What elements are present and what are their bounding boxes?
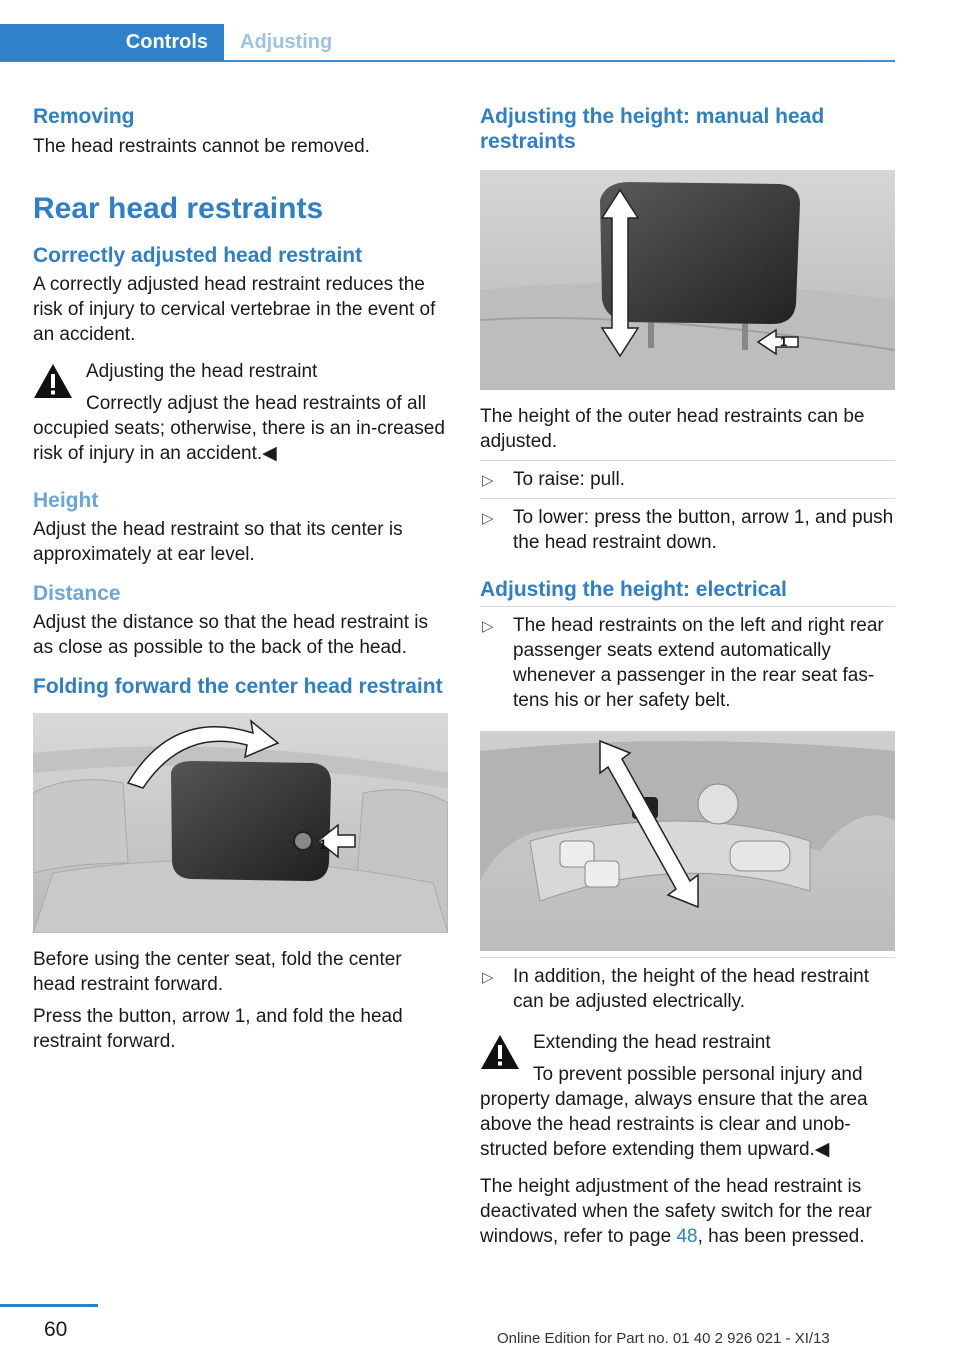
final-text-after: , has been pressed. bbox=[697, 1226, 865, 1247]
list-item bbox=[480, 957, 895, 1020]
electrical-switch-figure bbox=[480, 731, 895, 951]
removing-text: The head restraints cannot be removed. bbox=[33, 136, 370, 157]
manual-text: The height of the outer head restraints can be adjusted. bbox=[480, 406, 865, 452]
warning-block-right bbox=[480, 1030, 895, 1162]
tab-adjusting[interactable]: Adjusting bbox=[240, 31, 333, 53]
warning-triangle-icon bbox=[480, 1034, 520, 1070]
electrical-bullet-list-2 bbox=[480, 957, 895, 1020]
folding-text-1: Before using the center seat, fold the center head restraint forward. bbox=[33, 949, 402, 995]
final-text bbox=[480, 1174, 895, 1249]
triangle-right-icon: ▷ bbox=[482, 472, 494, 489]
triangle-right-icon: ▷ bbox=[482, 510, 494, 527]
bullet-text: To raise: pull. bbox=[513, 469, 625, 490]
electrical-bullet-list-1 bbox=[480, 606, 895, 719]
warning-title: Extending the head restraint bbox=[533, 1032, 771, 1053]
triangle-right-icon: ▷ bbox=[482, 618, 494, 635]
bullet-text: The head restraints on the left and right rear passenger seats extend automatically whenever a passenger in the rear seat fas-tens his or her safety belt. bbox=[513, 615, 884, 711]
correctly-adjusted-heading: Correctly adjusted head restraint bbox=[33, 244, 363, 267]
tab-controls[interactable]: Controls bbox=[0, 24, 224, 61]
left-column bbox=[33, 100, 448, 1054]
page-number: 60 bbox=[44, 1318, 68, 1341]
warning-triangle-icon bbox=[33, 363, 73, 399]
page-48-link[interactable]: 48 bbox=[676, 1226, 698, 1247]
folding-text-2: Press the button, arrow 1, and fold the head restraint forward. bbox=[33, 1006, 403, 1052]
bullet-text: In addition, the height of the head restraint can be adjusted electrically. bbox=[513, 966, 869, 1012]
edition-text: Online Edition for Part no. 01 40 2 926 021 - XI/13 bbox=[497, 1330, 830, 1347]
manual-head-restraint-figure bbox=[480, 170, 895, 390]
distance-text: Adjust the distance so that the head restraint is as close as possible to the back of the head. bbox=[33, 612, 429, 658]
warning-text-rest: property damage, always ensure that the area above the head restraints is clear and unob-structed before extending them upward.◀ bbox=[480, 1089, 868, 1160]
height-text: Adjust the head restraint so that its center is approximately at ear level. bbox=[33, 519, 403, 565]
center-head-restraint-figure bbox=[33, 713, 448, 933]
figure-label-1: 1 bbox=[319, 836, 327, 852]
manual-bullet-list bbox=[480, 460, 895, 561]
removing-heading: Removing bbox=[33, 105, 135, 128]
warning-title: Adjusting the head restraint bbox=[86, 361, 318, 382]
figure-label-1b: 1 bbox=[780, 334, 788, 349]
distance-heading: Distance bbox=[33, 582, 121, 605]
warning-block bbox=[33, 359, 448, 466]
list-item bbox=[480, 498, 895, 561]
triangle-right-icon: ▷ bbox=[482, 969, 494, 986]
height-heading: Height bbox=[33, 489, 99, 512]
warning-text-first: Correctly adjust the head restraints of all bbox=[86, 393, 427, 414]
list-item bbox=[480, 606, 895, 719]
manual-heading: Adjusting the height: manual head restraints bbox=[480, 105, 825, 153]
chapter-tabs bbox=[0, 24, 895, 62]
bullet-text: To lower: press the button, arrow 1, and push the head restraint down. bbox=[513, 507, 894, 553]
footer-rule bbox=[0, 1304, 98, 1307]
electrical-heading: Adjusting the height: electrical bbox=[480, 578, 787, 601]
final-text-before: The height adjustment of the head restraint is deactivated when the safety switch for the rear windows, refer to page bbox=[480, 1176, 872, 1247]
warning-text-first: To prevent possible personal injury and bbox=[533, 1064, 863, 1085]
list-item bbox=[480, 460, 895, 498]
warning-text-rest: occupied seats; otherwise, there is an in-creased risk of injury in an accident.◀ bbox=[33, 418, 445, 464]
rear-head-restraints-heading: Rear head restraints bbox=[33, 192, 324, 225]
correctly-adjusted-text: A correctly adjusted head restraint reduces the risk of injury to cervical vertebrae in the event of an accident. bbox=[33, 274, 436, 345]
folding-heading: Folding forward the center head restraint bbox=[33, 675, 443, 698]
right-column bbox=[480, 100, 895, 1249]
